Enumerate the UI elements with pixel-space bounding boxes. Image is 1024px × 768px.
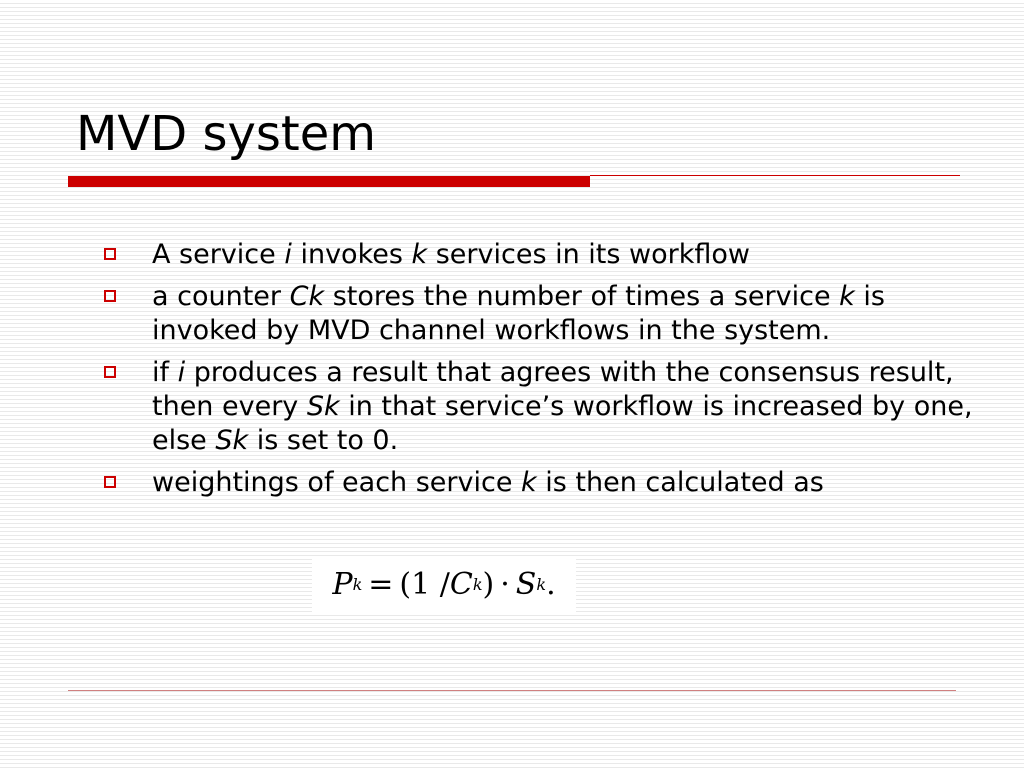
bullet-text-part: k (411, 239, 428, 270)
bullet-text-part: Sk (306, 391, 340, 422)
formula-p-subscript: k (352, 574, 363, 594)
bullet-text-part: in that service’s workflow is increased by one, else (152, 391, 973, 456)
bullet-text-part: Ck (289, 281, 325, 312)
bullet-text-part: is set to 0. (248, 425, 399, 456)
bullet-text-part: weightings of each service (152, 467, 522, 498)
bullet-text-part: stores the number of times a service (324, 281, 840, 312)
bullet-text-part: invokes (291, 239, 412, 270)
bullet-item (100, 238, 980, 272)
bullet-text-part: k (839, 281, 855, 312)
bullet-text-part: if (152, 357, 178, 388)
hollow-square-bullet-icon (104, 248, 116, 260)
bullet-item (100, 280, 980, 348)
formula-dot: · (500, 566, 510, 602)
bullet-text-part: a counter (152, 281, 290, 312)
weighting-formula (312, 556, 576, 612)
hollow-square-bullet-icon (104, 366, 116, 378)
hollow-square-bullet-icon (104, 476, 116, 488)
formula-close: ) (482, 566, 495, 602)
formula-equals: = (368, 566, 394, 602)
bullet-text-part: i (284, 239, 292, 270)
formula-c-subscript: k (472, 574, 483, 594)
bullet-list (100, 238, 980, 508)
footer-rule (68, 690, 956, 691)
formula-open: (1 / (399, 566, 450, 602)
formula-s: S (515, 566, 537, 602)
bullet-text-part: is then calculated as (536, 467, 824, 498)
bullet-text-part: services in its workflow (427, 239, 750, 270)
formula-s-subscript: k (536, 574, 547, 594)
bullet-item (100, 356, 980, 458)
bullet-text-part: produces a result that agrees with the consensus result, then every (152, 357, 954, 422)
formula-p: P (332, 566, 353, 602)
hollow-square-bullet-icon (104, 290, 116, 302)
slide-title: MVD system (76, 106, 376, 162)
bullet-text-part: A service (152, 239, 285, 270)
title-underline-thin (590, 175, 960, 176)
bullet-text-part: k (521, 467, 537, 498)
bullet-text-part: is invoked by MVD channel workflows in the system. (152, 281, 885, 346)
title-underline-thick (68, 176, 590, 187)
bullet-text-part: i (177, 357, 186, 388)
formula-end: . (546, 566, 556, 602)
bullet-text-part: Sk (215, 425, 249, 456)
formula-c: C (449, 566, 473, 602)
bullet-item (100, 466, 980, 500)
